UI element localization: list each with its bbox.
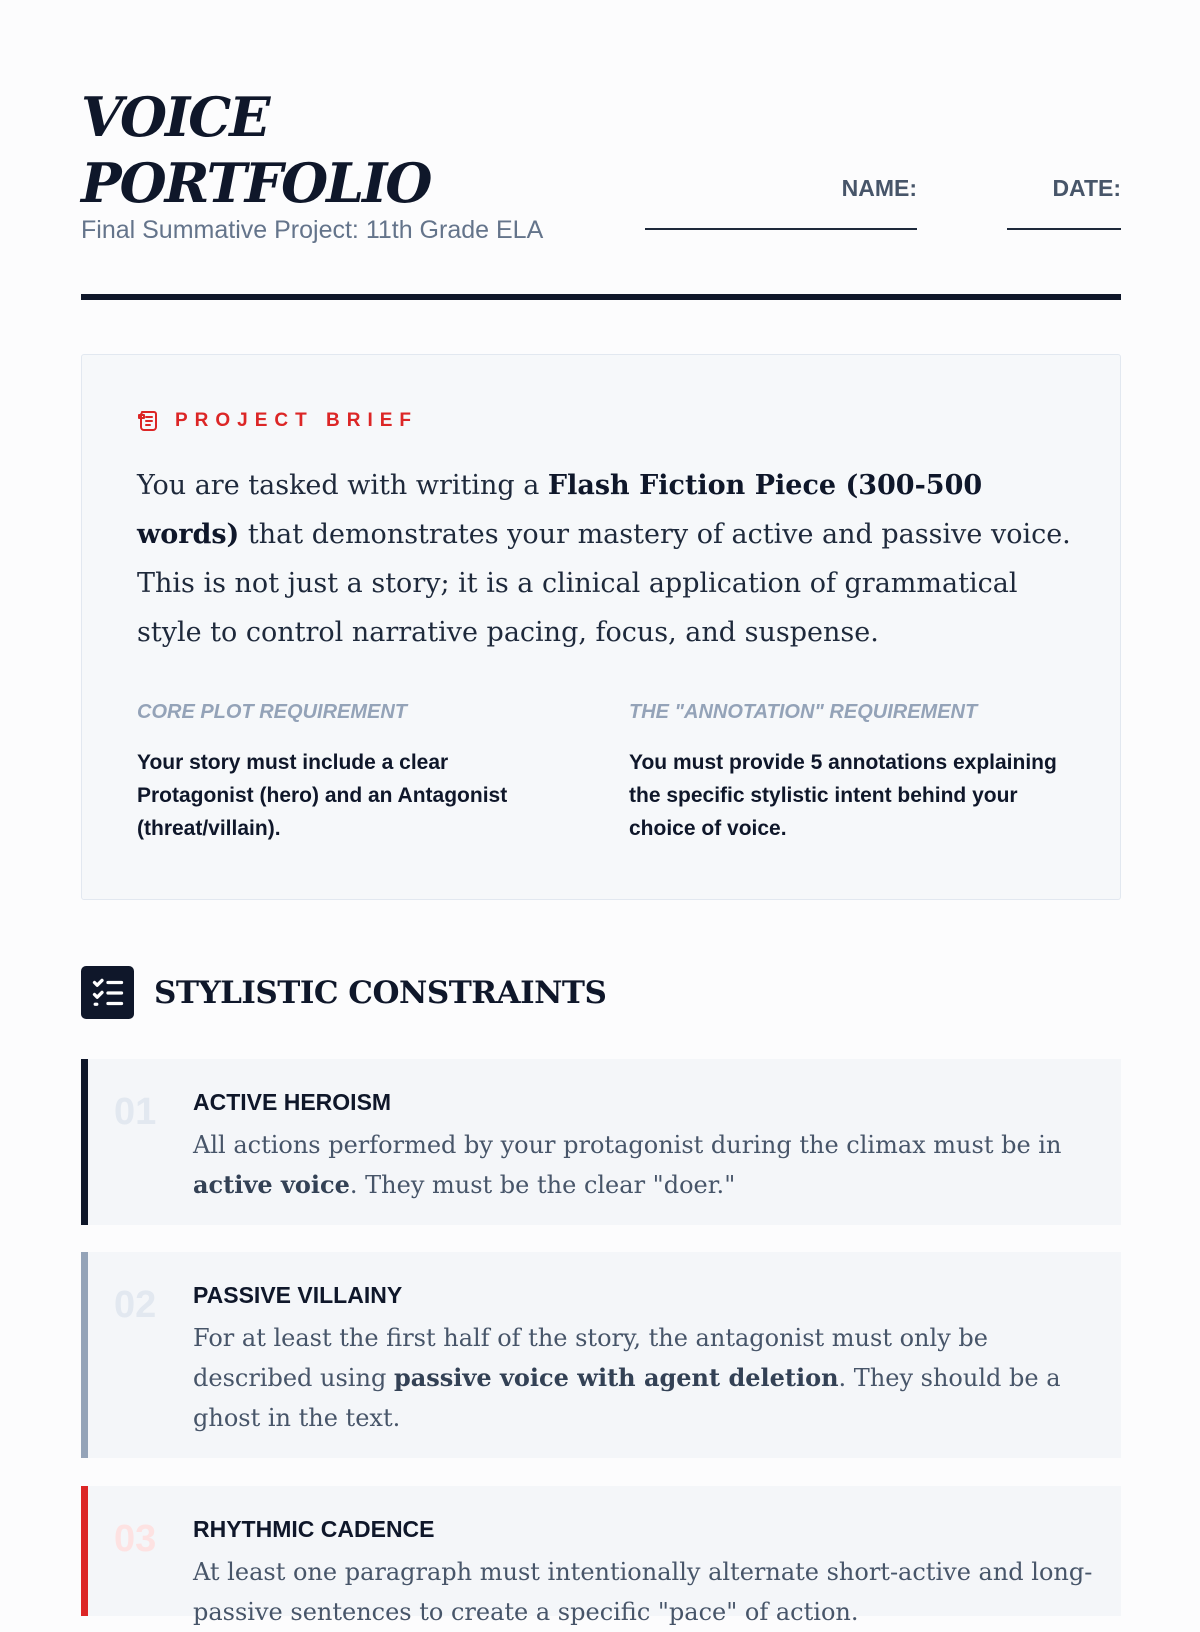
date-field[interactable] bbox=[1007, 175, 1121, 230]
constraint-text-end: . They should be a ghost in the text. bbox=[193, 1364, 1061, 1432]
brief-text-emphasis: Flash Fiction Piece (300-500 words) bbox=[137, 470, 983, 550]
constraint-text-emphasis: passive voice with agent deletion bbox=[393, 1363, 839, 1392]
name-field[interactable] bbox=[645, 175, 917, 230]
title-line-2: PORTFOLIO bbox=[81, 151, 431, 215]
section-title: STYLISTIC CONSTRAINTS bbox=[154, 974, 607, 1011]
requirement-title: CORE PLOT REQUIREMENT bbox=[137, 701, 408, 723]
constraint-title: PASSIVE VILLAINY bbox=[193, 1282, 403, 1308]
brief-text-end: that demonstrates your mastery of active and passive voice. This is not just a story; it is a clinical application of grammatical style to control narrative pacing, focus, and suspense. bbox=[137, 519, 1071, 648]
constraint-text bbox=[193, 1125, 1098, 1205]
brief-header bbox=[137, 409, 418, 433]
constraint-card bbox=[81, 1059, 1121, 1225]
checklist-icon bbox=[81, 966, 134, 1019]
page-subtitle: Final Summative Project: 11th Grade ELA bbox=[81, 216, 544, 244]
constraint-text bbox=[193, 1318, 1098, 1438]
constraint-text-start: For at least the first half of the story, the antagonist must only be described using bbox=[193, 1324, 988, 1392]
constraint-number: 02 bbox=[114, 1284, 157, 1326]
constraint-number: 03 bbox=[114, 1518, 157, 1560]
name-blank-line[interactable] bbox=[645, 228, 917, 230]
brief-text-start: You are tasked with writing a bbox=[137, 470, 548, 501]
date-blank-line[interactable] bbox=[1007, 228, 1121, 230]
constraints-heading bbox=[81, 966, 606, 1019]
annotation-requirement bbox=[629, 701, 1059, 845]
project-brief-box bbox=[81, 354, 1121, 900]
scroll-icon bbox=[137, 409, 161, 433]
core-plot-requirement bbox=[137, 701, 567, 845]
name-label: NAME: bbox=[841, 175, 917, 201]
constraint-number: 01 bbox=[114, 1091, 157, 1133]
page-title bbox=[81, 84, 430, 216]
header-divider bbox=[81, 294, 1121, 300]
requirement-text: Your story must include a clear Protagonist (hero) and an Antagonist (threat/villain). bbox=[137, 751, 508, 840]
requirement-title: THE "ANNOTATION" REQUIREMENT bbox=[629, 701, 978, 723]
constraint-text-start: At least one paragraph must intentionally alternate short-active and long-passive sentences to create a specific "pace" of action. bbox=[193, 1558, 1093, 1626]
title-line-1: VOICE bbox=[81, 85, 269, 149]
constraint-card bbox=[81, 1252, 1121, 1458]
constraint-title: RHYTHMIC CADENCE bbox=[193, 1516, 435, 1542]
header bbox=[81, 84, 1121, 304]
requirement-text: You must provide 5 annotations explaining the specific stylistic intent behind your choice of voice. bbox=[629, 751, 1057, 840]
brief-text bbox=[137, 461, 1077, 657]
brief-heading: PROJECT BRIEF bbox=[175, 410, 419, 431]
date-label: DATE: bbox=[1052, 175, 1121, 201]
constraint-title: ACTIVE HEROISM bbox=[193, 1089, 392, 1115]
constraint-text-emphasis: active voice bbox=[193, 1170, 350, 1199]
constraint-text-end: . They must be the clear "doer." bbox=[349, 1171, 736, 1199]
constraint-text-start: All actions performed by your protagonist during the climax must be in bbox=[193, 1131, 1062, 1159]
constraint-text bbox=[193, 1552, 1098, 1632]
constraint-card bbox=[81, 1486, 1121, 1626]
